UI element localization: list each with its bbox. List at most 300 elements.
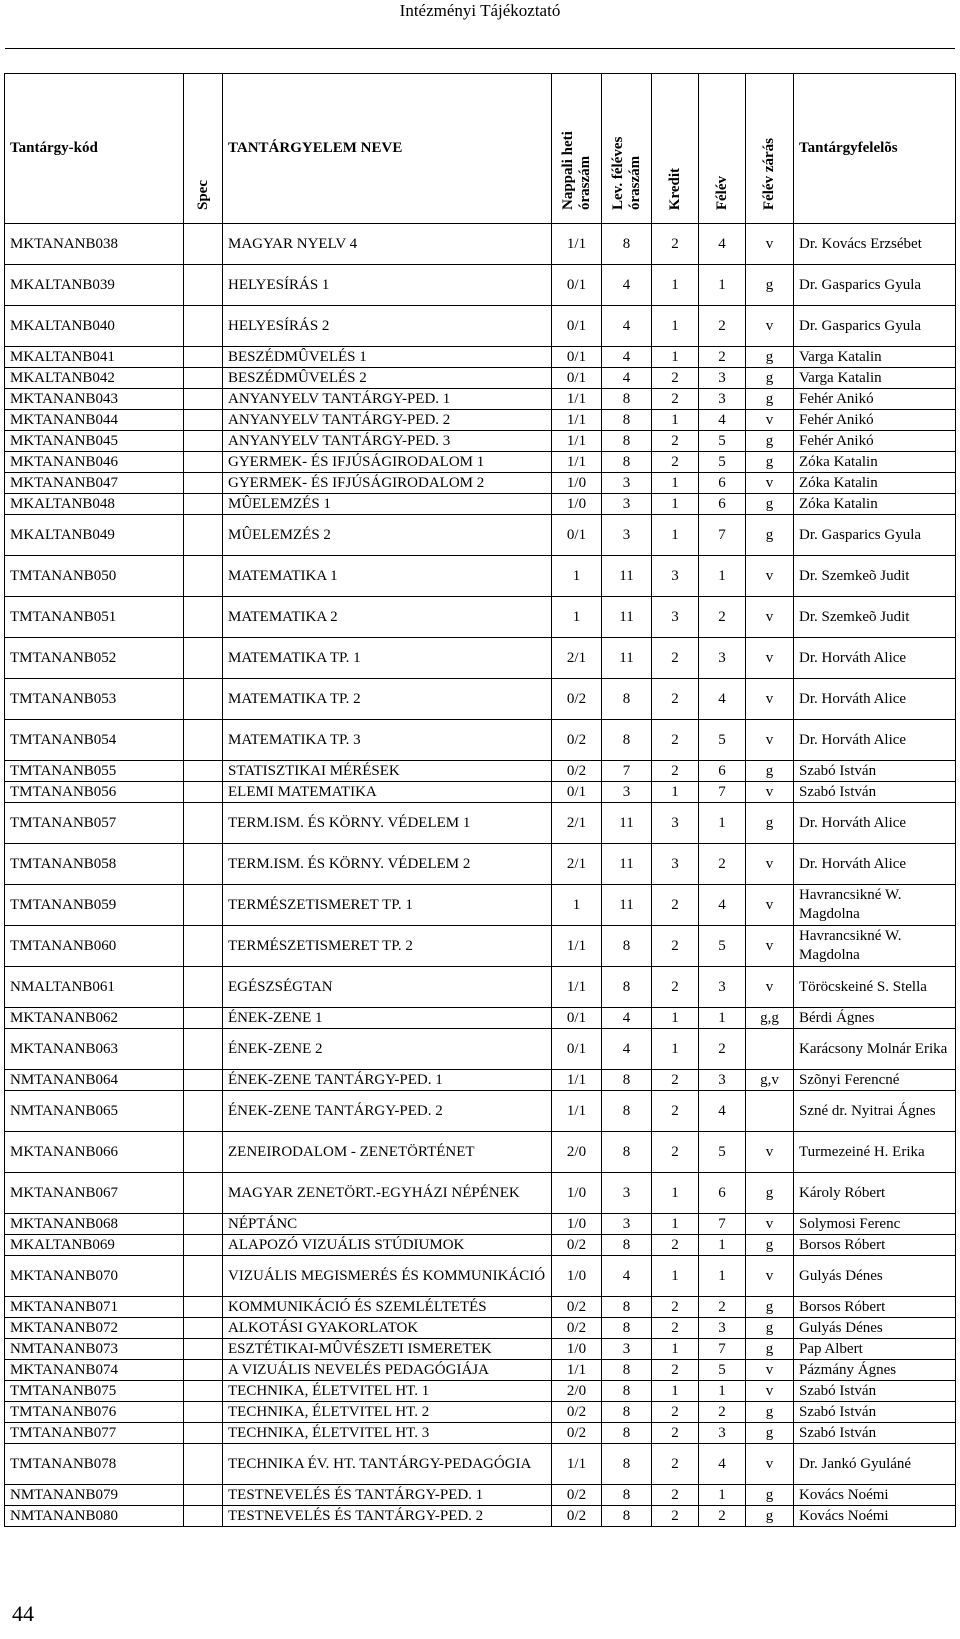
table-row — [5, 368, 956, 389]
cell-spec — [184, 1444, 223, 1485]
cell-name: MÛELEMZÉS 2 — [223, 515, 552, 556]
cell-closing: g — [746, 1423, 794, 1444]
cell-name: GYERMEK- ÉS IFJÚSÁGIRODALOM 1 — [223, 452, 552, 473]
cell-closing: v — [746, 1381, 794, 1402]
cell-semester: 4 — [699, 1444, 746, 1485]
cell-weekly-hours: 0/1 — [552, 306, 602, 347]
cell-semester-hours: 11 — [602, 844, 652, 885]
cell-responsible: Fehér Anikó — [794, 431, 956, 452]
table-row — [5, 306, 956, 347]
cell-closing: g — [746, 1339, 794, 1360]
cell-name: BESZÉDMÛVELÉS 1 — [223, 347, 552, 368]
cell-semester-hours: 3 — [602, 1339, 652, 1360]
cell-credit: 2 — [652, 1070, 699, 1091]
cell-weekly-hours: 1/1 — [552, 1091, 602, 1132]
table-row — [5, 224, 956, 265]
cell-weekly-hours: 1/1 — [552, 967, 602, 1008]
cell-code: TMTANANB055 — [5, 761, 184, 782]
cell-semester-hours: 4 — [602, 347, 652, 368]
cell-semester: 5 — [699, 431, 746, 452]
cell-code: NMALTANB061 — [5, 967, 184, 1008]
cell-spec — [184, 638, 223, 679]
course-rows — [5, 224, 956, 1527]
cell-weekly-hours: 0/1 — [552, 515, 602, 556]
cell-credit: 2 — [652, 1444, 699, 1485]
cell-closing: v — [746, 473, 794, 494]
cell-closing: v — [746, 1132, 794, 1173]
cell-semester-hours: 3 — [602, 1214, 652, 1235]
cell-spec — [184, 1070, 223, 1091]
cell-closing: g — [746, 347, 794, 368]
cell-closing: v — [746, 597, 794, 638]
cell-code: TMTANANB077 — [5, 1423, 184, 1444]
cell-code: MKTANANB063 — [5, 1029, 184, 1070]
page-number: 44 — [12, 1601, 34, 1626]
cell-spec — [184, 494, 223, 515]
cell-closing: g — [746, 494, 794, 515]
cell-responsible: Dr. Horváth Alice — [794, 803, 956, 844]
cell-credit: 1 — [652, 1339, 699, 1360]
cell-responsible: Szné dr. Nyitrai Ágnes — [794, 1091, 956, 1132]
table-row — [5, 473, 956, 494]
cell-spec — [184, 1360, 223, 1381]
cell-code: MKTANANB044 — [5, 410, 184, 431]
cell-code: TMTANANB050 — [5, 556, 184, 597]
cell-code: NMTANANB079 — [5, 1485, 184, 1506]
cell-credit: 2 — [652, 679, 699, 720]
cell-semester-hours: 8 — [602, 1070, 652, 1091]
cell-credit: 2 — [652, 967, 699, 1008]
cell-code: TMTANANB057 — [5, 803, 184, 844]
cell-spec — [184, 1029, 223, 1070]
cell-semester: 3 — [699, 638, 746, 679]
cell-weekly-hours: 1 — [552, 597, 602, 638]
cell-name: MAGYAR NYELV 4 — [223, 224, 552, 265]
cell-weekly-hours: 0/2 — [552, 720, 602, 761]
cell-code: MKTANANB068 — [5, 1214, 184, 1235]
table-row — [5, 597, 956, 638]
cell-spec — [184, 926, 223, 967]
cell-responsible: Dr. Gasparics Gyula — [794, 306, 956, 347]
table-row — [5, 1008, 956, 1029]
cell-name: MATEMATIKA TP. 2 — [223, 679, 552, 720]
cell-responsible: Varga Katalin — [794, 368, 956, 389]
table-row — [5, 782, 956, 803]
cell-closing: v — [746, 926, 794, 967]
header-semester: Félév — [699, 74, 746, 224]
cell-spec — [184, 844, 223, 885]
cell-weekly-hours: 1/1 — [552, 410, 602, 431]
cell-code: MKTANANB047 — [5, 473, 184, 494]
cell-name: ANYANYELV TANTÁRGY-PED. 1 — [223, 389, 552, 410]
cell-name: VIZUÁLIS MEGISMERÉS ÉS KOMMUNIKÁCIÓ — [223, 1256, 552, 1297]
cell-name: EGÉSZSÉGTAN — [223, 967, 552, 1008]
cell-responsible: Szabó István — [794, 1423, 956, 1444]
cell-semester: 4 — [699, 410, 746, 431]
cell-closing: g — [746, 1485, 794, 1506]
cell-closing: v — [746, 679, 794, 720]
cell-closing: v — [746, 1444, 794, 1485]
cell-semester-hours: 8 — [602, 1297, 652, 1318]
cell-name: MAGYAR ZENETÖRT.-EGYHÁZI NÉPÉNEK — [223, 1173, 552, 1214]
cell-closing: g — [746, 265, 794, 306]
cell-credit: 2 — [652, 1402, 699, 1423]
cell-closing: g — [746, 431, 794, 452]
cell-code: MKALTANB039 — [5, 265, 184, 306]
cell-code: NMTANANB064 — [5, 1070, 184, 1091]
cell-code: MKTANANB038 — [5, 224, 184, 265]
cell-responsible: Borsos Róbert — [794, 1297, 956, 1318]
cell-semester-hours: 8 — [602, 410, 652, 431]
cell-closing — [746, 1091, 794, 1132]
cell-semester: 1 — [699, 556, 746, 597]
cell-name: ANYANYELV TANTÁRGY-PED. 2 — [223, 410, 552, 431]
cell-spec — [184, 1402, 223, 1423]
cell-credit: 2 — [652, 885, 699, 926]
cell-closing: g — [746, 1506, 794, 1527]
cell-weekly-hours: 0/2 — [552, 1423, 602, 1444]
cell-closing: v — [746, 1256, 794, 1297]
table-row — [5, 494, 956, 515]
cell-code: MKTANANB071 — [5, 1297, 184, 1318]
cell-code: MKTANANB062 — [5, 1008, 184, 1029]
cell-closing: g — [746, 515, 794, 556]
cell-semester-hours: 8 — [602, 1381, 652, 1402]
cell-credit: 3 — [652, 556, 699, 597]
cell-spec — [184, 1214, 223, 1235]
cell-credit: 2 — [652, 926, 699, 967]
cell-semester-hours: 7 — [602, 761, 652, 782]
cell-closing: v — [746, 885, 794, 926]
cell-semester-hours: 8 — [602, 926, 652, 967]
cell-spec — [184, 515, 223, 556]
cell-credit: 2 — [652, 720, 699, 761]
cell-closing: g — [746, 1318, 794, 1339]
cell-semester: 1 — [699, 1381, 746, 1402]
cell-weekly-hours: 1/0 — [552, 1173, 602, 1214]
cell-weekly-hours: 1/1 — [552, 389, 602, 410]
cell-responsible: Kovács Noémi — [794, 1506, 956, 1527]
cell-name: MATEMATIKA 1 — [223, 556, 552, 597]
cell-name: STATISZTIKAI MÉRÉSEK — [223, 761, 552, 782]
cell-code: MKALTANB042 — [5, 368, 184, 389]
cell-responsible: Pázmány Ágnes — [794, 1360, 956, 1381]
cell-responsible: Szabó István — [794, 761, 956, 782]
cell-name: NÉPTÁNC — [223, 1214, 552, 1235]
cell-credit: 3 — [652, 597, 699, 638]
cell-name: TECHNIKA, ÉLETVITEL HT. 1 — [223, 1381, 552, 1402]
cell-weekly-hours: 2/1 — [552, 638, 602, 679]
cell-weekly-hours: 2/1 — [552, 803, 602, 844]
cell-weekly-hours: 1/1 — [552, 452, 602, 473]
cell-semester-hours: 8 — [602, 720, 652, 761]
table-row — [5, 1402, 956, 1423]
cell-responsible: Dr. Gasparics Gyula — [794, 265, 956, 306]
cell-closing: v — [746, 410, 794, 431]
cell-credit: 2 — [652, 1506, 699, 1527]
cell-name: MATEMATIKA 2 — [223, 597, 552, 638]
cell-spec — [184, 1235, 223, 1256]
cell-name: HELYESÍRÁS 2 — [223, 306, 552, 347]
cell-responsible: Fehér Anikó — [794, 389, 956, 410]
cell-code: MKALTANB041 — [5, 347, 184, 368]
cell-weekly-hours: 0/1 — [552, 368, 602, 389]
cell-code: MKTANANB074 — [5, 1360, 184, 1381]
cell-credit: 2 — [652, 452, 699, 473]
cell-spec — [184, 452, 223, 473]
cell-semester-hours: 4 — [602, 368, 652, 389]
cell-spec — [184, 306, 223, 347]
cell-weekly-hours: 1/1 — [552, 224, 602, 265]
cell-name: KOMMUNIKÁCIÓ ÉS SZEMLÉLTETÉS — [223, 1297, 552, 1318]
cell-name: TECHNIKA ÉV. HT. TANTÁRGY-PEDAGÓGIA — [223, 1444, 552, 1485]
cell-weekly-hours: 0/1 — [552, 347, 602, 368]
header-divider — [5, 48, 955, 49]
cell-credit: 2 — [652, 1297, 699, 1318]
cell-spec — [184, 1506, 223, 1527]
cell-credit: 3 — [652, 844, 699, 885]
cell-semester-hours: 8 — [602, 1132, 652, 1173]
header-weekly-hours: Nappali heti óraszám — [552, 74, 602, 224]
header-closing: Félév zárás — [746, 74, 794, 224]
cell-closing: g — [746, 1297, 794, 1318]
cell-closing: v — [746, 306, 794, 347]
table-header-row — [5, 74, 956, 224]
cell-closing: g — [746, 368, 794, 389]
table-row — [5, 389, 956, 410]
cell-spec — [184, 1132, 223, 1173]
cell-semester-hours: 8 — [602, 224, 652, 265]
cell-name: MATEMATIKA TP. 1 — [223, 638, 552, 679]
cell-semester-hours: 3 — [602, 494, 652, 515]
cell-semester-hours: 11 — [602, 885, 652, 926]
cell-credit: 1 — [652, 515, 699, 556]
cell-weekly-hours: 1/1 — [552, 1444, 602, 1485]
cell-spec — [184, 803, 223, 844]
table-row — [5, 1070, 956, 1091]
cell-semester: 2 — [699, 306, 746, 347]
cell-responsible: Károly Róbert — [794, 1173, 956, 1214]
cell-semester-hours: 3 — [602, 515, 652, 556]
cell-credit: 1 — [652, 1381, 699, 1402]
cell-name: A VIZUÁLIS NEVELÉS PEDAGÓGIÁJA — [223, 1360, 552, 1381]
cell-semester: 7 — [699, 1339, 746, 1360]
page-header — [0, 0, 960, 22]
cell-semester: 2 — [699, 1029, 746, 1070]
table-row — [5, 1318, 956, 1339]
cell-responsible: Töröcskeiné S. Stella — [794, 967, 956, 1008]
cell-spec — [184, 1318, 223, 1339]
cell-code: MKTANANB070 — [5, 1256, 184, 1297]
cell-spec — [184, 368, 223, 389]
cell-spec — [184, 761, 223, 782]
cell-responsible: Dr. Gasparics Gyula — [794, 515, 956, 556]
header-responsible: Tantárgyfelelõs — [794, 74, 956, 224]
cell-closing: g,v — [746, 1070, 794, 1091]
cell-semester: 1 — [699, 1235, 746, 1256]
cell-responsible: Szabó István — [794, 1402, 956, 1423]
cell-spec — [184, 1381, 223, 1402]
cell-closing: g — [746, 1235, 794, 1256]
cell-semester-hours: 11 — [602, 597, 652, 638]
table-row — [5, 1256, 956, 1297]
table-row — [5, 1132, 956, 1173]
cell-credit: 2 — [652, 431, 699, 452]
page-title: Intézményi Tájékoztató — [399, 1, 561, 20]
cell-weekly-hours: 1/1 — [552, 1070, 602, 1091]
cell-credit: 1 — [652, 347, 699, 368]
cell-semester: 1 — [699, 265, 746, 306]
cell-credit: 1 — [652, 410, 699, 431]
cell-credit: 2 — [652, 1423, 699, 1444]
cell-code: TMTANANB053 — [5, 679, 184, 720]
cell-responsible: Dr. Horváth Alice — [794, 679, 956, 720]
cell-semester-hours: 8 — [602, 452, 652, 473]
cell-credit: 1 — [652, 1029, 699, 1070]
cell-spec — [184, 1008, 223, 1029]
cell-semester: 5 — [699, 1132, 746, 1173]
cell-semester: 1 — [699, 803, 746, 844]
table-row — [5, 431, 956, 452]
cell-semester-hours: 8 — [602, 1423, 652, 1444]
table-row — [5, 803, 956, 844]
cell-spec — [184, 556, 223, 597]
cell-closing: v — [746, 556, 794, 597]
cell-closing: v — [746, 720, 794, 761]
cell-weekly-hours: 0/2 — [552, 1235, 602, 1256]
cell-weekly-hours: 1/1 — [552, 1360, 602, 1381]
cell-credit: 1 — [652, 306, 699, 347]
table-row — [5, 885, 956, 926]
cell-credit: 2 — [652, 1235, 699, 1256]
cell-spec — [184, 389, 223, 410]
cell-credit: 2 — [652, 761, 699, 782]
cell-weekly-hours: 1/1 — [552, 431, 602, 452]
cell-closing: g — [746, 803, 794, 844]
cell-spec — [184, 885, 223, 926]
cell-name: ALAPOZÓ VIZUÁLIS STÚDIUMOK — [223, 1235, 552, 1256]
cell-semester-hours: 11 — [602, 556, 652, 597]
cell-code: MKTANANB043 — [5, 389, 184, 410]
cell-semester-hours: 3 — [602, 782, 652, 803]
cell-spec — [184, 679, 223, 720]
cell-semester-hours: 3 — [602, 473, 652, 494]
cell-name: HELYESÍRÁS 1 — [223, 265, 552, 306]
cell-name: ELEMI MATEMATIKA — [223, 782, 552, 803]
cell-name: TESTNEVELÉS ÉS TANTÁRGY-PED. 2 — [223, 1506, 552, 1527]
cell-name: ÉNEK-ZENE 1 — [223, 1008, 552, 1029]
cell-weekly-hours: 0/2 — [552, 679, 602, 720]
cell-weekly-hours: 0/2 — [552, 1402, 602, 1423]
cell-closing: v — [746, 224, 794, 265]
table-row — [5, 967, 956, 1008]
cell-semester: 2 — [699, 1506, 746, 1527]
cell-credit: 2 — [652, 389, 699, 410]
cell-responsible: Havrancsikné W. Magdolna — [794, 926, 956, 967]
table-row — [5, 761, 956, 782]
cell-semester: 6 — [699, 1173, 746, 1214]
cell-semester: 6 — [699, 473, 746, 494]
cell-responsible: Szabó István — [794, 1381, 956, 1402]
cell-responsible: Solymosi Ferenc — [794, 1214, 956, 1235]
cell-semester: 7 — [699, 1214, 746, 1235]
cell-code: TMTANANB054 — [5, 720, 184, 761]
cell-semester-hours: 11 — [602, 803, 652, 844]
cell-closing: v — [746, 1360, 794, 1381]
cell-semester: 3 — [699, 967, 746, 1008]
cell-credit: 2 — [652, 368, 699, 389]
cell-semester: 5 — [699, 926, 746, 967]
cell-credit: 1 — [652, 1173, 699, 1214]
table-row — [5, 515, 956, 556]
table-row — [5, 1339, 956, 1360]
cell-responsible: Karácsony Molnár Erika — [794, 1029, 956, 1070]
table-row — [5, 1444, 956, 1485]
cell-semester-hours: 8 — [602, 431, 652, 452]
course-table — [4, 73, 956, 1527]
table-row — [5, 679, 956, 720]
cell-spec — [184, 473, 223, 494]
cell-responsible: Dr. Horváth Alice — [794, 638, 956, 679]
cell-spec — [184, 1256, 223, 1297]
cell-weekly-hours: 1 — [552, 885, 602, 926]
cell-code: TMTANANB075 — [5, 1381, 184, 1402]
table-row — [5, 1485, 956, 1506]
cell-name: TERM.ISM. ÉS KÖRNY. VÉDELEM 1 — [223, 803, 552, 844]
cell-code: MKALTANB069 — [5, 1235, 184, 1256]
cell-responsible: Turmezeiné H. Erika — [794, 1132, 956, 1173]
cell-semester: 4 — [699, 885, 746, 926]
cell-code: TMTANANB059 — [5, 885, 184, 926]
cell-credit: 2 — [652, 1091, 699, 1132]
cell-code: TMTANANB052 — [5, 638, 184, 679]
cell-spec — [184, 431, 223, 452]
cell-responsible: Bérdi Ágnes — [794, 1008, 956, 1029]
cell-weekly-hours: 2/0 — [552, 1132, 602, 1173]
cell-credit: 2 — [652, 1360, 699, 1381]
cell-semester: 5 — [699, 720, 746, 761]
table-row — [5, 926, 956, 967]
cell-responsible: Dr. Kovács Erzsébet — [794, 224, 956, 265]
table-row — [5, 410, 956, 431]
table-row — [5, 1506, 956, 1527]
cell-weekly-hours: 1/0 — [552, 1256, 602, 1297]
table-row — [5, 1214, 956, 1235]
cell-name: ÉNEK-ZENE TANTÁRGY-PED. 1 — [223, 1070, 552, 1091]
cell-semester-hours: 3 — [602, 1173, 652, 1214]
cell-semester: 1 — [699, 1485, 746, 1506]
table-row — [5, 1360, 956, 1381]
cell-credit: 2 — [652, 638, 699, 679]
cell-semester: 7 — [699, 515, 746, 556]
cell-semester-hours: 8 — [602, 1091, 652, 1132]
cell-weekly-hours: 1/0 — [552, 1214, 602, 1235]
cell-semester-hours: 8 — [602, 1360, 652, 1381]
cell-name: ALKOTÁSI GYAKORLATOK — [223, 1318, 552, 1339]
cell-responsible: Pap Albert — [794, 1339, 956, 1360]
cell-code: MKTANANB045 — [5, 431, 184, 452]
cell-semester-hours: 4 — [602, 1008, 652, 1029]
cell-closing: v — [746, 967, 794, 1008]
cell-spec — [184, 1091, 223, 1132]
cell-semester: 4 — [699, 1091, 746, 1132]
cell-spec — [184, 347, 223, 368]
cell-name: ESZTÉTIKAI-MÛVÉSZETI ISMERETEK — [223, 1339, 552, 1360]
cell-semester: 2 — [699, 844, 746, 885]
cell-responsible: Borsos Róbert — [794, 1235, 956, 1256]
cell-credit: 2 — [652, 224, 699, 265]
cell-weekly-hours: 2/0 — [552, 1381, 602, 1402]
